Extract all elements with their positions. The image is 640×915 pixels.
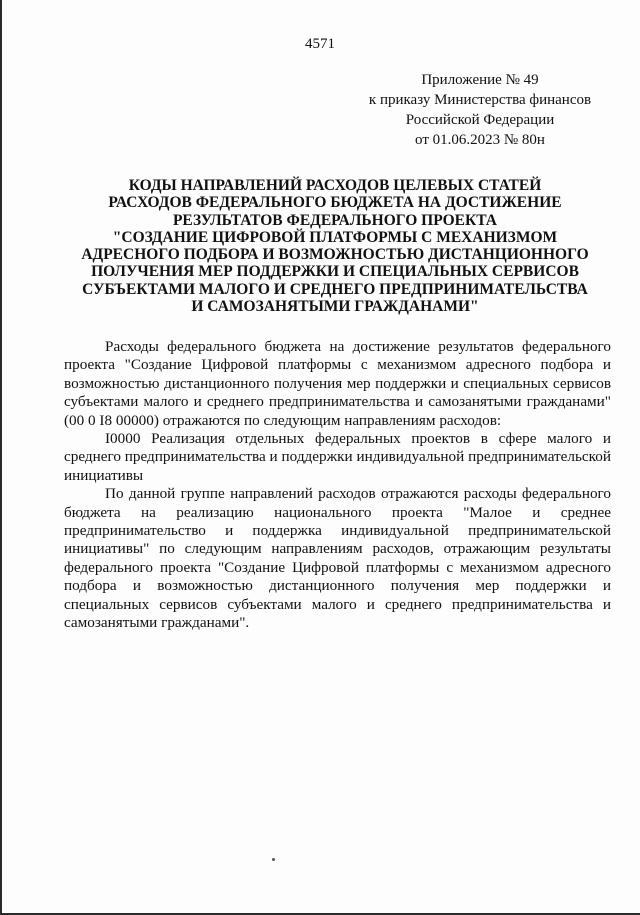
approval-line-order: к приказу Министерства финансов [368,92,592,108]
title-line: ПОЛУЧЕНИЯ МЕР ПОДДЕРЖКИ И СПЕЦИАЛЬНЫХ СЕРВИСОВ [91,263,579,281]
approval-line-country: Российской Федерации [405,112,555,128]
scan-speck [272,858,275,861]
scan-edge-left [0,0,2,915]
paragraph-description: По данной группе направлений расходов отражаются расходы федерального бюджета на реализацию национального проекта "Малое и среднее предпринимательство и поддержка индивидуальной предпринимательской инициативы" по следующим направлениям расходов, отражающим результаты федерального проекта "Создание Цифровой платформы с механизмом адресного подбора и возможностью дистанционного получения мер поддержки и специальных сервисов субъектами малого и среднего предпринимательства и самозанятыми гражданами". [64,485,611,632]
approval-line-date: от 01.06.2023 № 80н [415,132,545,148]
paragraph-intro: Расходы федерального бюджета на достижение результатов федерального проекта "Создание Цифровой платформы с механизмом адресного подбора и возможностью дистанционного получения мер поддержки и специальных сервисов субъектами малого и среднего предпринимательства и самозанятыми гражданами" (00 0 I8 00000) отражаются по следующим направлениям расходов: [64,338,611,429]
title-line: "СОЗДАНИЕ ЦИФРОВОЙ ПЛАТФОРМЫ С МЕХАНИЗМОМ [112,228,558,246]
body-text [64,338,611,633]
title-line: РЕЗУЛЬТАТОВ ФЕДЕРАЛЬНОГО ПРОЕКТА [172,211,498,229]
title-line: КОДЫ НАПРАВЛЕНИЙ РАСХОДОВ ЦЕЛЕВЫХ СТАТЕЙ [128,177,542,194]
approval-block [340,70,620,150]
title-line: И САМОЗАНЯТЫМИ ГРАЖДАНАМИ" [191,298,479,316]
title-line: АДРЕСНОГО ПОДБОРА И ВОЗМОЖНОСТЬЮ ДИСТАНЦИОННОГО [81,246,589,264]
document-title [70,177,600,315]
approval-line-appendix: Приложение № 49 [421,72,539,88]
title-line: СУБЪЕКТАМИ МАЛОГО И СРЕДНЕГО ПРЕДПРИНИМАТЕЛЬСТВА [82,280,588,298]
page-number: 4571 [305,36,335,52]
paragraph-code-i0000: I0000 Реализация отдельных федеральных проектов в сфере малого и среднего предпринимательства и поддержки индивидуальной предпринимательской инициативы [64,430,611,484]
title-line: РАСХОДОВ ФЕДЕРАЛЬНОГО БЮДЖЕТА НА ДОСТИЖЕНИЕ [108,194,562,212]
